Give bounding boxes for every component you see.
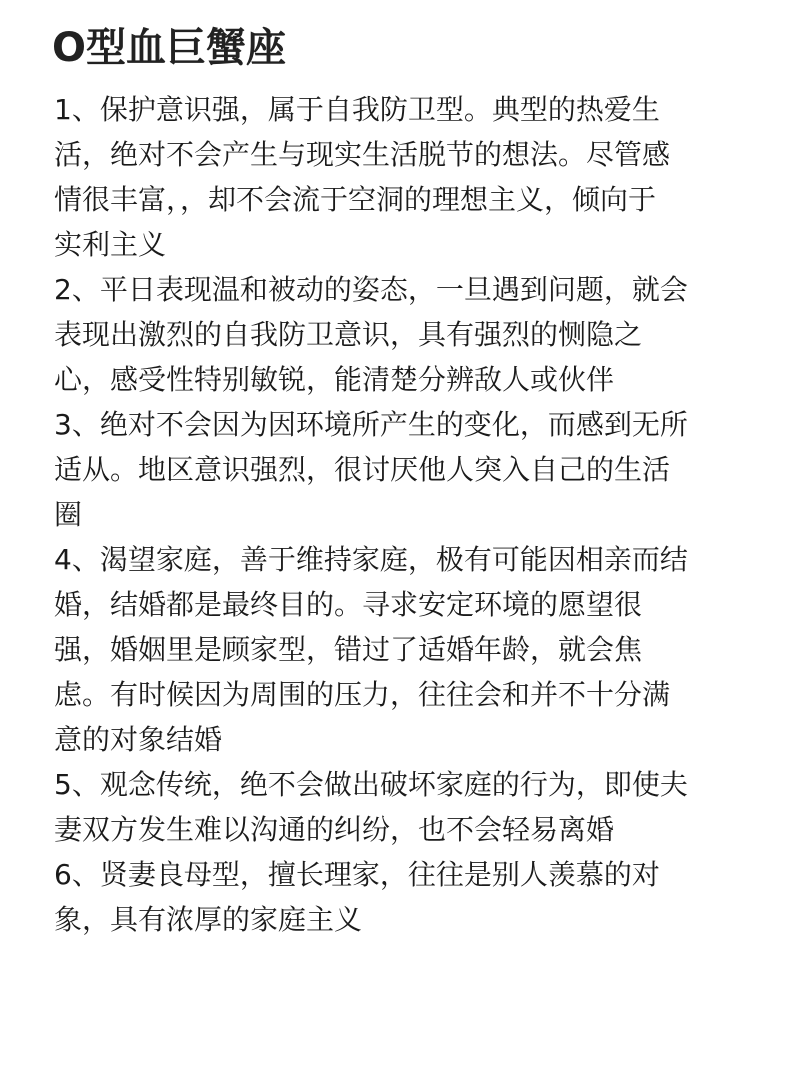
text-line: 圈 [54,498,83,531]
text-line: 5、观念传统，绝不会做出破坏家庭的行为，即使夫 [54,768,688,801]
text-line: 表现出激烈的自我防卫意识，具有强烈的恻隐之 [54,318,643,351]
text-line: 心，感受性特别敏锐，能清楚分辨敌人或伙伴 [54,363,615,396]
text-line: 象，具有浓厚的家庭主义 [54,903,363,936]
text-line: 4、渴望家庭，善于维持家庭，极有可能因相亲而结 [54,543,688,576]
text-line: 虑。有时候因为周围的压力，往往会和并不十分满 [54,678,671,711]
text-line: 活，绝对不会产生与现实生活脱节的想法。尽管感 [54,138,671,171]
text-line: 适从。地区意识强烈，很讨厌他人突入自己的生活 [54,453,671,486]
text-line: 实利主义 [54,228,167,261]
text-line: 妻双方发生难以沟通的纠纷，也不会轻易离婚 [54,813,615,846]
text-line: 3、绝对不会因为因环境所产生的变化，而感到无所 [54,408,688,441]
text-line: 强，婚姻里是顾家型，错过了适婚年龄，就会焦 [54,633,643,666]
text-line: 2、平日表现温和被动的姿态，一旦遇到问题，就会 [54,273,688,306]
page-title: O型血巨蟹座 [52,25,287,71]
text-line: 1、保护意识强，属于自我防卫型。典型的热爱生 [54,93,660,126]
text-line: 情很丰富，，却不会流于空洞的理想主义，倾向于 [54,183,657,216]
text-line: 婚，结婚都是最终目的。寻求安定环境的愿望很 [54,588,643,621]
text-line: 6、贤妻良母型，擅长理家，往往是别人羡慕的对 [54,858,660,891]
text-line: 意的对象结婚 [54,723,223,756]
